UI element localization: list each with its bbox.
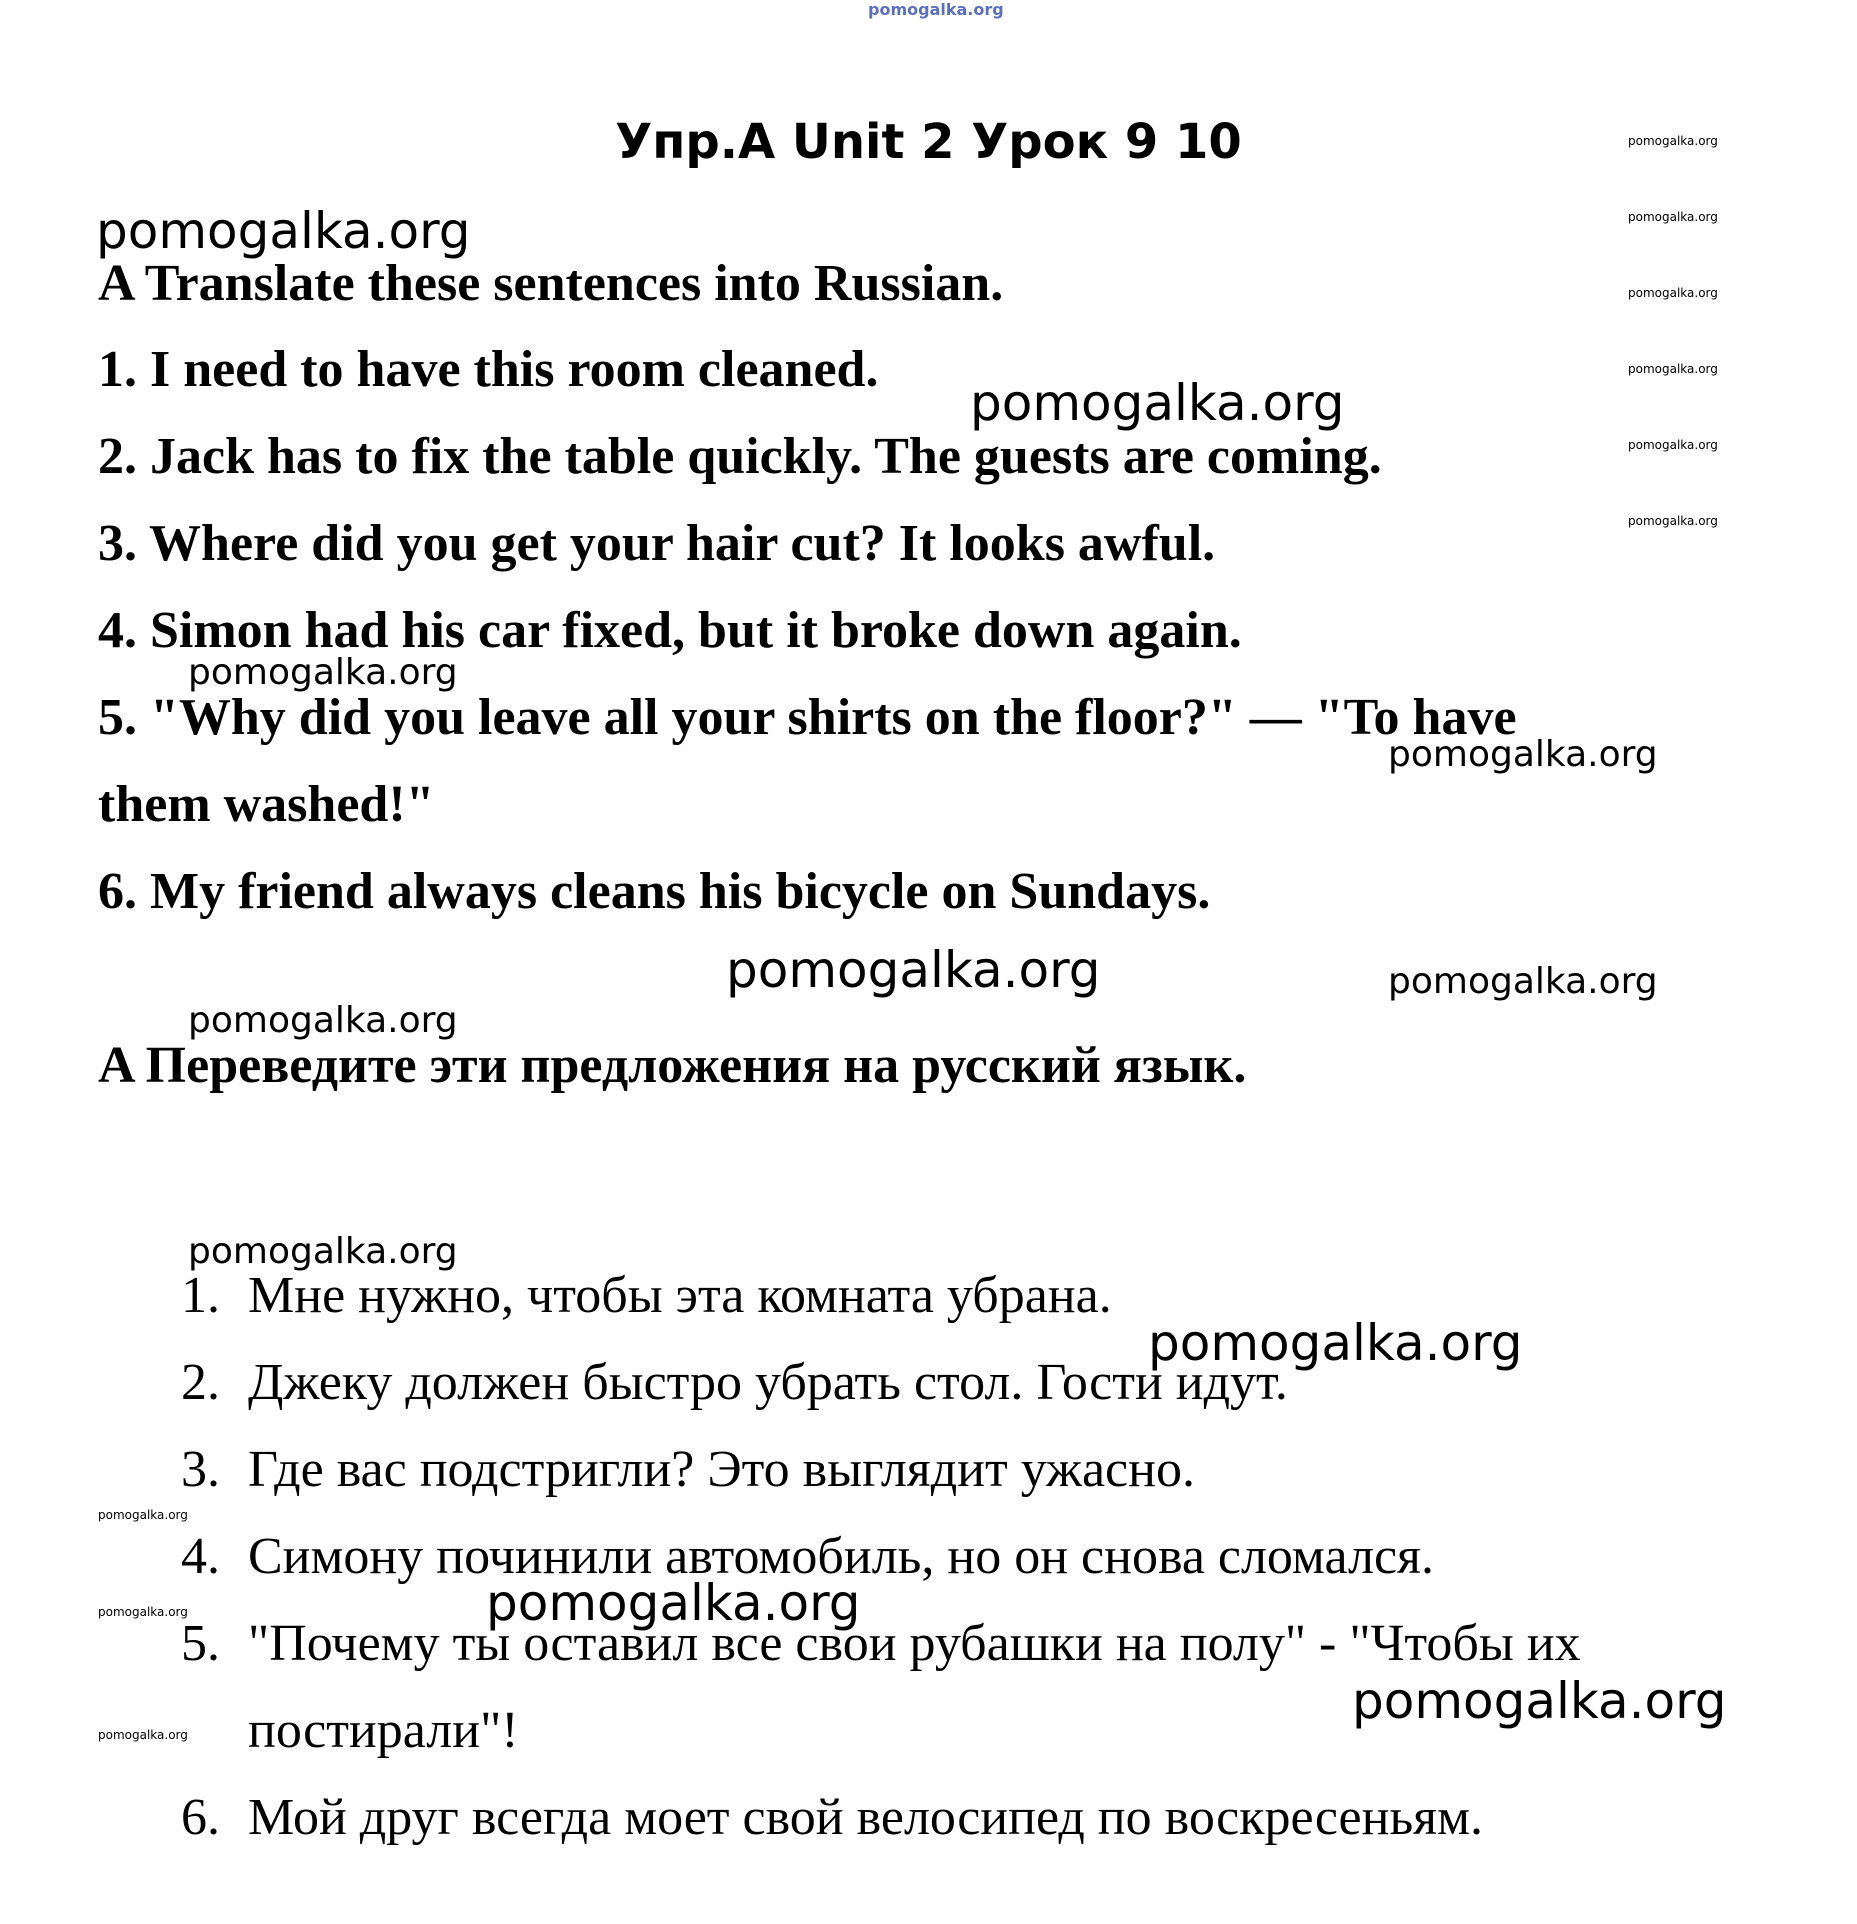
watermark-side: pomogalka.org <box>1628 286 1718 300</box>
watermark-large: pomogalka.org <box>726 941 1101 999</box>
russian-item-number: 5. <box>181 1615 220 1672</box>
page-title: Упр.A Unit 2 Урок 9 10 <box>615 114 1242 170</box>
english-sentence-3: 3. Where did you get your hair cut? It looks awful. <box>98 515 1216 572</box>
watermark-large: pomogalka.org <box>96 202 471 260</box>
watermark-large: pomogalka.org <box>1148 1314 1523 1372</box>
english-sentence-6: 6. My friend always cleans his bicycle on Sundays. <box>98 863 1211 920</box>
english-heading: A Translate these sentences into Russian. <box>98 255 1004 312</box>
watermark-large: pomogalka.org <box>1352 1672 1727 1730</box>
english-sentence-1: 1. I need to have this room cleaned. <box>98 341 879 398</box>
watermark-small: pomogalka.org <box>188 652 458 693</box>
russian-item-number: 4. <box>181 1528 220 1585</box>
watermark-side: pomogalka.org <box>1628 134 1718 148</box>
watermark-side: pomogalka.org <box>1628 210 1718 224</box>
watermark-small: pomogalka.org <box>1388 734 1658 775</box>
russian-item-number: 6. <box>181 1789 220 1846</box>
russian-item-number: 2. <box>181 1354 220 1411</box>
watermark-top: pomogalka.org <box>868 0 1004 19</box>
english-sentence-2: 2. Jack has to fix the table quickly. The guests are coming. <box>98 428 1382 485</box>
watermark-large: pomogalka.org <box>970 374 1345 432</box>
english-sentence-5-continued: them washed!" <box>98 776 435 833</box>
english-sentence-4: 4. Simon had his car fixed, but it broke down again. <box>98 602 1242 659</box>
watermark-side: pomogalka.org <box>98 1605 188 1619</box>
watermark-small: pomogalka.org <box>188 1231 458 1272</box>
watermark-side: pomogalka.org <box>1628 514 1718 528</box>
russian-sentence-3: Где вас подстригли? Это выглядит ужасно. <box>248 1441 1195 1498</box>
russian-sentence-1: Мне нужно, чтобы эта комната убрана. <box>248 1267 1112 1324</box>
watermark-large: pomogalka.org <box>486 1574 861 1632</box>
russian-sentence-6: Мой друг всегда моет свой велосипед по воскресеньям. <box>248 1789 1483 1846</box>
russian-sentence-4: Симону починили автомобиль, но он снова сломался. <box>248 1528 1434 1585</box>
russian-sentence-2: Джеку должен быстро убрать стол. Гости идут. <box>248 1354 1288 1411</box>
watermark-side: pomogalka.org <box>1628 362 1718 376</box>
watermark-side: pomogalka.org <box>98 1508 188 1522</box>
watermark-small: pomogalka.org <box>188 1000 458 1041</box>
watermark-side: pomogalka.org <box>1628 438 1718 452</box>
russian-item-number: 1. <box>181 1267 220 1324</box>
russian-sentence-5: "Почему ты оставил все свои рубашки на полу" - "Чтобы их <box>248 1615 1581 1672</box>
watermark-small: pomogalka.org <box>1388 961 1658 1002</box>
russian-sentence-5-continued: постирали"! <box>248 1702 519 1759</box>
english-sentence-5: 5. "Why did you leave all your shirts on the floor?" — "To have <box>98 689 1517 746</box>
russian-heading: A Переведите эти предложения на русский язык. <box>98 1037 1247 1094</box>
watermark-side: pomogalka.org <box>98 1728 188 1742</box>
russian-item-number: 3. <box>181 1441 220 1498</box>
